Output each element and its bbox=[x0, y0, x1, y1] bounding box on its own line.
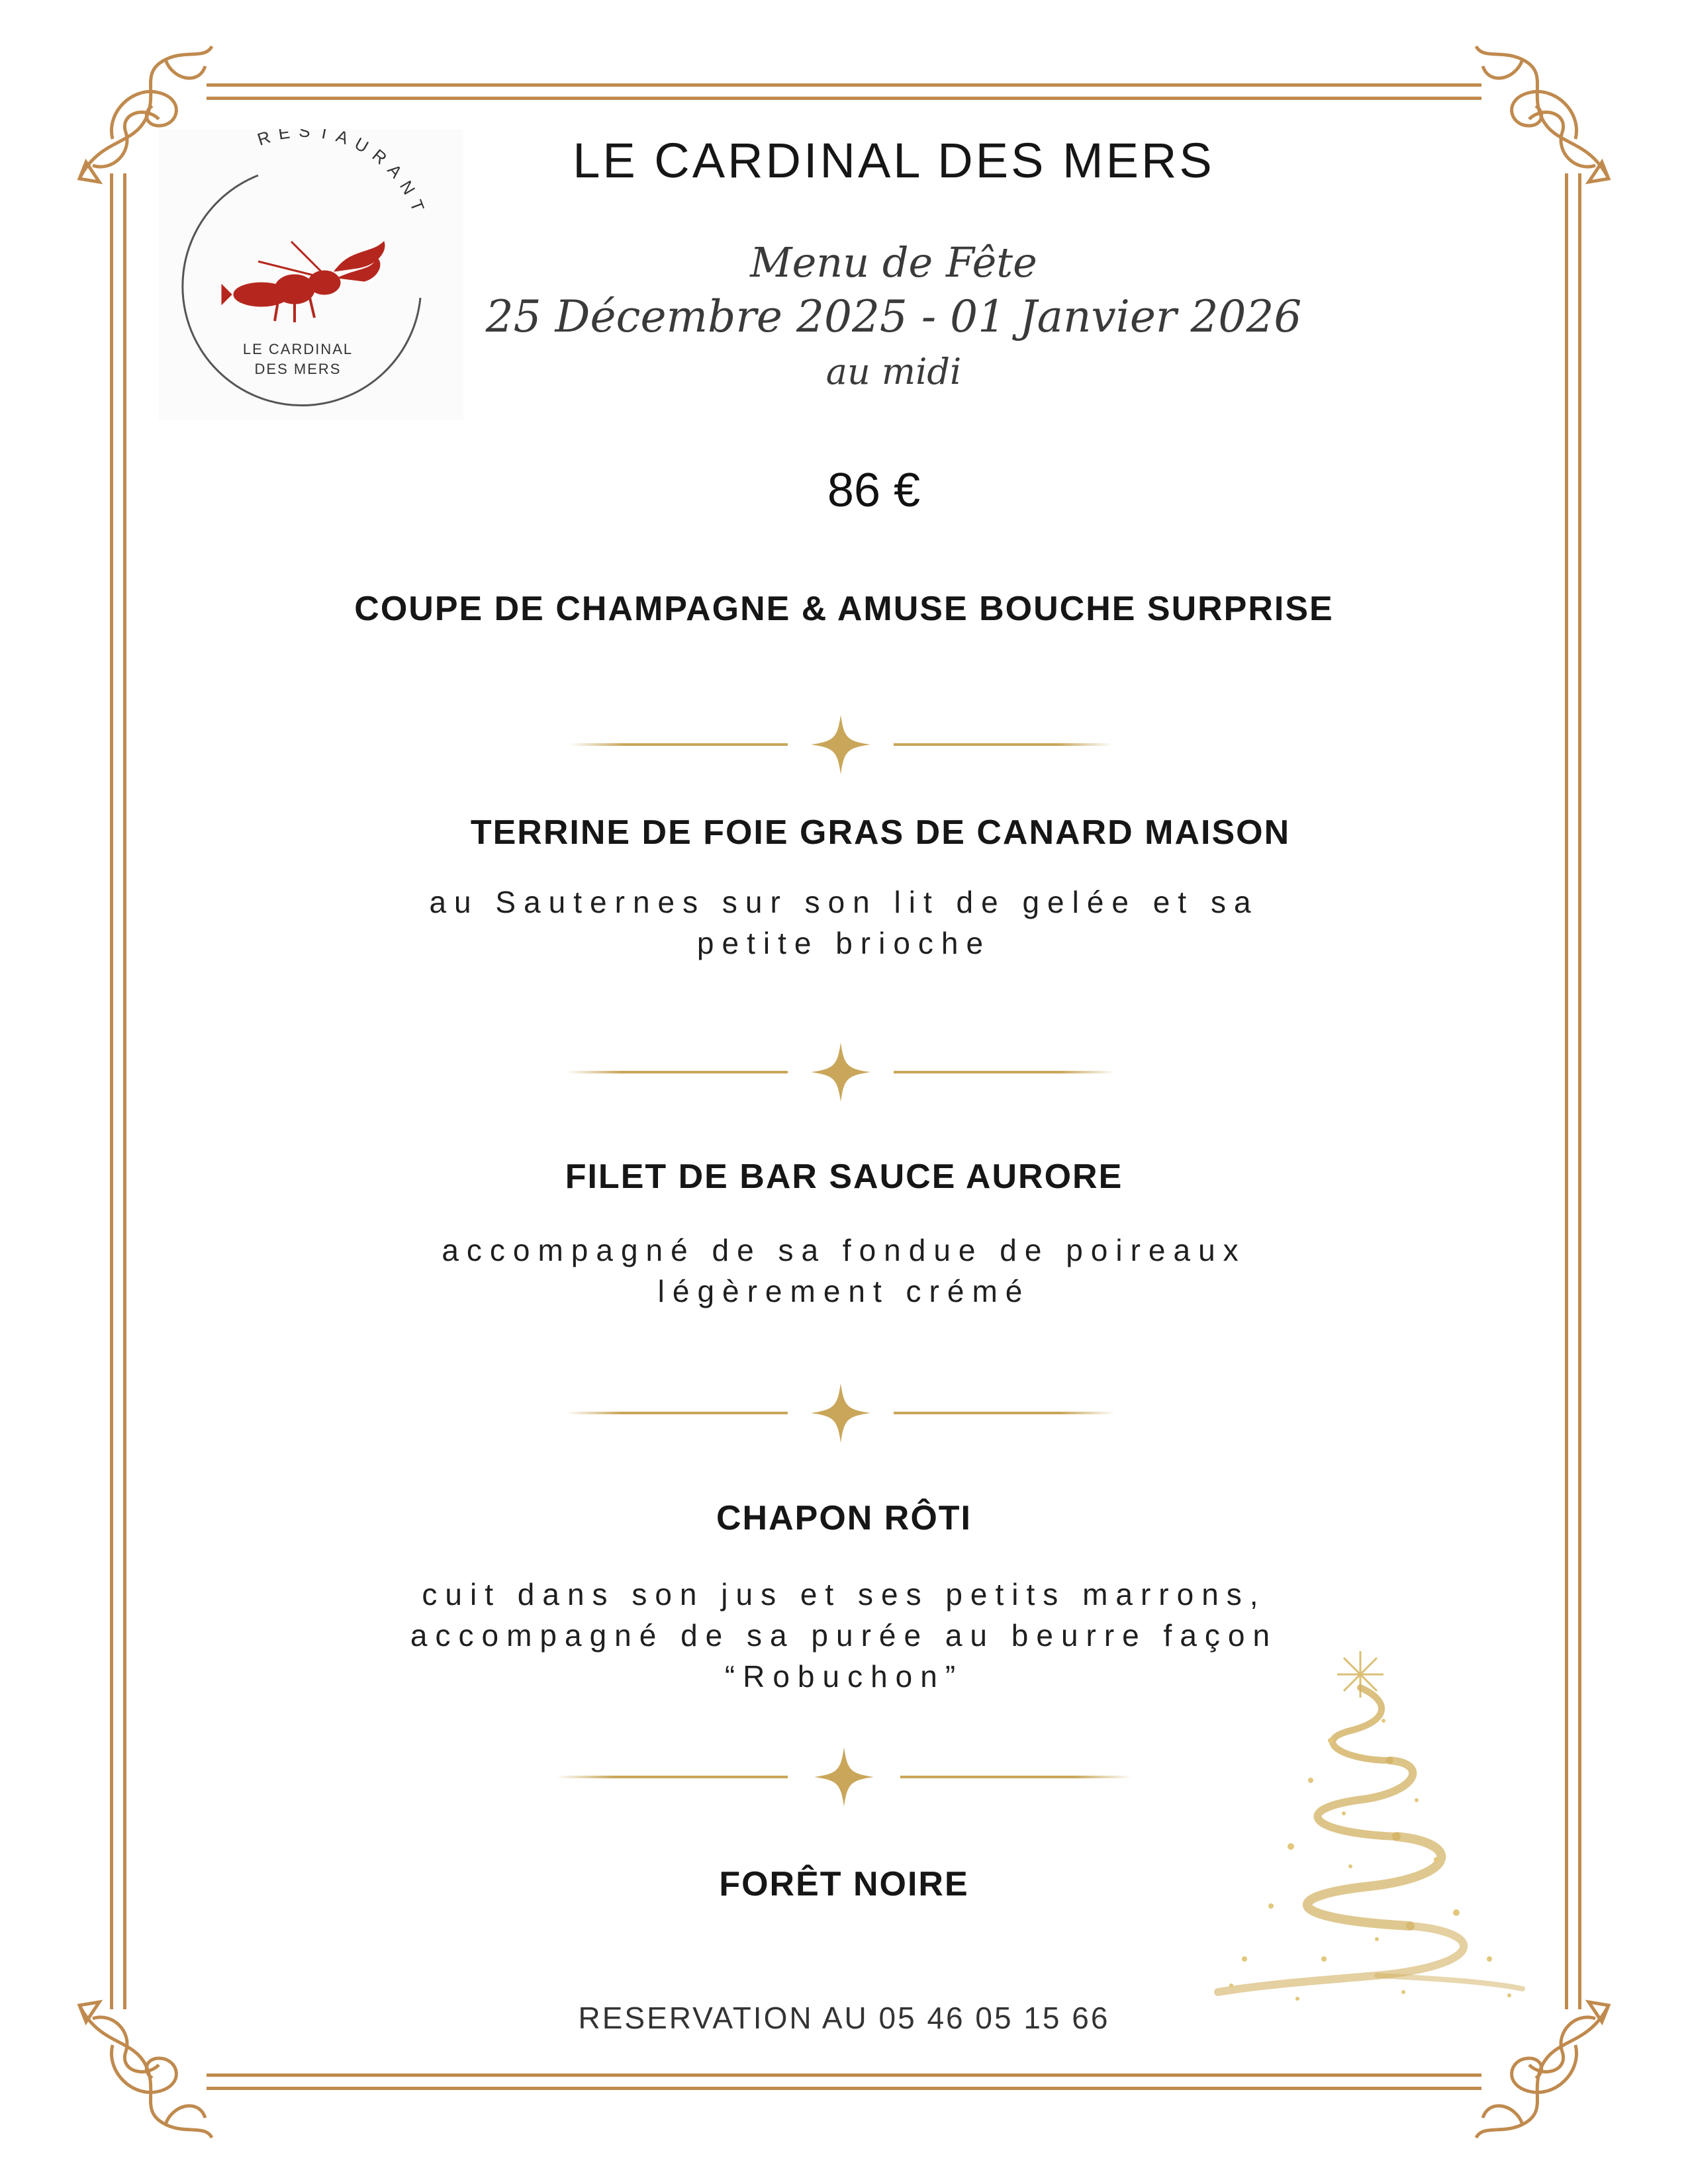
frame-left-line-outer bbox=[110, 173, 113, 2009]
frame-left-line-inner bbox=[123, 173, 126, 2009]
frame-right-line-inner bbox=[1565, 173, 1568, 2009]
course-description-line: petite brioche bbox=[696, 926, 992, 960]
sparkle-divider-icon bbox=[811, 715, 870, 774]
course-description-line: au Sauternes sur son lit de gelée et sa bbox=[429, 885, 1259, 919]
sparkle-divider bbox=[569, 715, 1112, 774]
course-description-line: légèrement crémé bbox=[657, 1274, 1031, 1308]
logo-name-line2: DES MERS bbox=[254, 361, 342, 377]
restaurant-logo bbox=[159, 129, 463, 420]
menu-dates: 25 Décembre 2025 - 01 Janvier 2026 bbox=[485, 291, 1302, 342]
course-description-line: accompagné de sa purée au beurre façon bbox=[410, 1618, 1278, 1653]
frame-bottom-line-inner bbox=[207, 2087, 1481, 2090]
sparkle-divider bbox=[566, 1383, 1115, 1443]
logo-name-line1: LE CARDINAL bbox=[242, 341, 353, 357]
ornament-corner-icon bbox=[1463, 40, 1615, 192]
course-description-line: “Robuchon” bbox=[724, 1659, 964, 1694]
course-title: COUPE DE CHAMPAGNE & AMUSE BOUCHE SURPRISE bbox=[354, 590, 1334, 628]
course-title: TERRINE DE FOIE GRAS DE CANARD MAISON bbox=[470, 813, 1291, 852]
course-title: FORÊT NOIRE bbox=[719, 1865, 969, 1903]
sparkle-divider-icon bbox=[814, 1747, 874, 1807]
menu-service: au midi bbox=[825, 351, 962, 392]
course-description-line: accompagné de sa fondue de poireaux bbox=[442, 1233, 1246, 1267]
course-title: FILET DE BAR SAUCE AURORE bbox=[565, 1158, 1123, 1196]
sparkle-divider-icon bbox=[811, 1383, 870, 1443]
menu-price: 86 € bbox=[827, 464, 921, 517]
reservation-text: RESERVATION AU 05 46 05 15 66 bbox=[578, 2001, 1110, 2035]
course-description bbox=[199, 1230, 1489, 1312]
sparkle-divider-icon bbox=[811, 1042, 870, 1102]
logo-arc-text: RESTAURANT bbox=[255, 129, 432, 222]
frame-top-line-outer bbox=[207, 83, 1481, 87]
frame-right-line-outer bbox=[1578, 173, 1581, 2009]
course-title: CHAPON RÔTI bbox=[716, 1499, 972, 1537]
frame-bottom-line-outer bbox=[207, 2073, 1481, 2077]
course-description bbox=[199, 882, 1489, 964]
christmas-tree-icon bbox=[1178, 1648, 1549, 2019]
frame-top-line-inner bbox=[207, 97, 1481, 100]
sparkle-divider bbox=[566, 1042, 1115, 1102]
course-description-line: cuit dans son jus et ses petits marrons, bbox=[422, 1577, 1266, 1612]
sparkle-divider bbox=[556, 1747, 1132, 1807]
restaurant-title: LE CARDINAL DES MERS bbox=[573, 133, 1215, 188]
menu-heading: Menu de Fête bbox=[750, 238, 1037, 287]
lobster-logo-icon bbox=[222, 242, 385, 322]
